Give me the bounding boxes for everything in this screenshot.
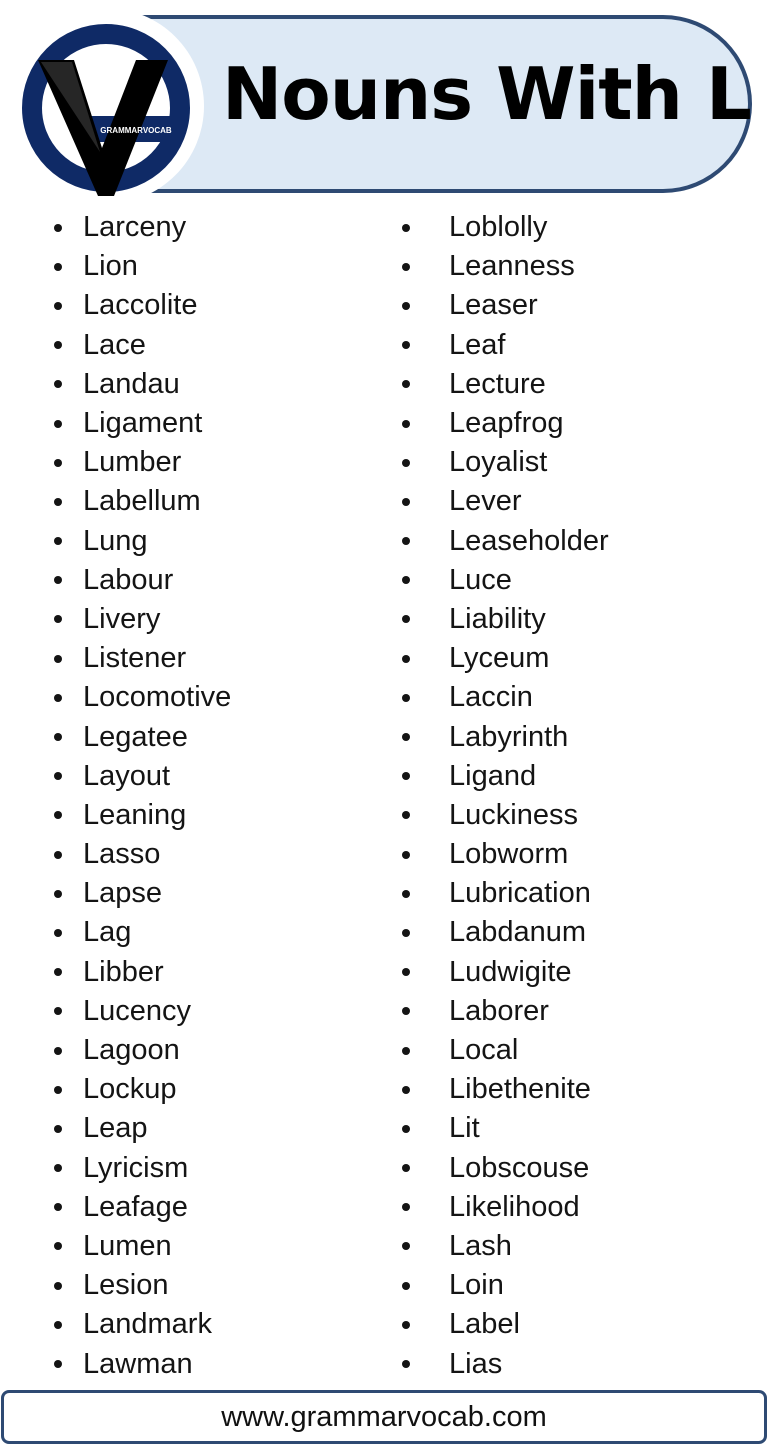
list-item (402, 913, 609, 952)
word-label: Leaning (83, 798, 187, 831)
word-list-right (402, 208, 609, 1384)
word-label: Ludwigite (449, 955, 572, 988)
word-label: Listener (83, 642, 187, 675)
bullet-icon (402, 380, 410, 388)
list-item (402, 678, 609, 717)
word-label: Locomotive (83, 681, 232, 714)
word-label: Lucency (83, 994, 192, 1027)
bullet-icon (402, 615, 410, 623)
bullet-icon (54, 1360, 62, 1368)
list-item (402, 1227, 609, 1266)
list-item (402, 208, 609, 247)
bullet-icon (402, 1203, 410, 1211)
word-label: Lace (83, 328, 146, 361)
word-label: Laccin (449, 681, 533, 714)
list-item (54, 874, 231, 913)
list-item (54, 796, 231, 835)
bullet-icon (402, 694, 410, 702)
list-item (54, 443, 231, 482)
word-label: Lash (449, 1229, 512, 1262)
list-item (54, 1266, 231, 1305)
word-label: Labyrinth (449, 720, 569, 753)
bullet-icon (402, 772, 410, 780)
word-label: Lobworm (449, 838, 569, 871)
bullet-icon (402, 1047, 410, 1055)
list-item (402, 522, 609, 561)
word-label: Lumen (83, 1229, 172, 1262)
bullet-icon (402, 459, 410, 467)
list-item (402, 1070, 609, 1109)
list-item (402, 717, 609, 756)
bullet-icon (54, 929, 62, 937)
list-item (54, 286, 231, 325)
bullet-icon (54, 890, 62, 898)
word-label: Landmark (83, 1308, 212, 1341)
word-label: Laborer (449, 994, 549, 1027)
bullet-icon (54, 1007, 62, 1015)
word-label: Likelihood (449, 1190, 580, 1223)
bullet-icon (402, 929, 410, 937)
bullet-icon (402, 1125, 410, 1133)
list-item (54, 561, 231, 600)
word-label: Lesion (83, 1269, 169, 1302)
bullet-icon (402, 1321, 410, 1329)
svg-text:GRAMMARVOCAB: GRAMMARVOCAB (100, 126, 172, 135)
bullet-icon (402, 811, 410, 819)
bullet-icon (54, 1203, 62, 1211)
list-item (402, 1188, 609, 1227)
list-item (54, 678, 231, 717)
list-item (54, 1344, 231, 1383)
word-label: Lung (83, 524, 148, 557)
bullet-icon (402, 302, 410, 310)
list-item (402, 1109, 609, 1148)
bullet-icon (54, 1086, 62, 1094)
bullet-icon (54, 1321, 62, 1329)
word-label: Lapse (83, 877, 163, 910)
bullet-icon (402, 420, 410, 428)
list-item (54, 757, 231, 796)
word-label: Leap (83, 1112, 148, 1145)
list-item (402, 835, 609, 874)
bullet-icon (402, 655, 410, 663)
list-item (54, 835, 231, 874)
list-item (54, 1188, 231, 1227)
word-label: Luce (449, 563, 512, 596)
bullet-icon (54, 615, 62, 623)
word-list-left (54, 208, 231, 1384)
bullet-icon (402, 1360, 410, 1368)
word-label: Libethenite (449, 1073, 591, 1106)
word-label: Lagoon (83, 1034, 180, 1067)
bullet-icon (402, 498, 410, 506)
word-label: Landau (83, 367, 180, 400)
list-item (402, 1031, 609, 1070)
bullet-icon (54, 851, 62, 859)
word-label: Lag (83, 916, 132, 949)
list-item (54, 992, 231, 1031)
list-item (402, 404, 609, 443)
list-item (402, 639, 609, 678)
list-item (54, 639, 231, 678)
word-label: Leapfrog (449, 407, 564, 440)
word-label: Local (449, 1034, 519, 1067)
word-label: Lyricism (83, 1151, 189, 1184)
word-label: Ligament (83, 407, 203, 440)
list-item (54, 1227, 231, 1266)
list-item (402, 286, 609, 325)
list-item (402, 1344, 609, 1383)
word-label: Layout (83, 759, 171, 792)
list-item (54, 404, 231, 443)
word-label: Leaf (449, 328, 506, 361)
bullet-icon (54, 968, 62, 976)
word-label: Livery (83, 602, 161, 635)
bullet-icon (402, 341, 410, 349)
bullet-icon (402, 1086, 410, 1094)
word-label: Leafage (83, 1190, 188, 1223)
bullet-icon (54, 1242, 62, 1250)
list-item (402, 561, 609, 600)
list-item (54, 953, 231, 992)
list-item (402, 992, 609, 1031)
bullet-icon (54, 1047, 62, 1055)
page-title: Nouns With L (222, 52, 751, 136)
word-label: Leanness (449, 250, 575, 283)
bullet-icon (54, 420, 62, 428)
word-label: Lion (83, 250, 138, 283)
word-label: Lias (449, 1347, 503, 1380)
list-item (402, 443, 609, 482)
list-item (402, 953, 609, 992)
bullet-icon (402, 576, 410, 584)
list-item (54, 482, 231, 521)
list-item (54, 717, 231, 756)
bullet-icon (402, 968, 410, 976)
list-item (402, 1266, 609, 1305)
list-item (402, 796, 609, 835)
list-item (402, 1305, 609, 1344)
word-label: Leaser (449, 289, 538, 322)
word-label: Leaseholder (449, 524, 609, 557)
bullet-icon (54, 733, 62, 741)
bullet-icon (402, 1282, 410, 1290)
bullet-icon (54, 1282, 62, 1290)
bullet-icon (402, 224, 410, 232)
bullet-icon (402, 263, 410, 271)
list-item (402, 482, 609, 521)
bullet-icon (402, 1164, 410, 1172)
list-item (402, 757, 609, 796)
word-label: Lumber (83, 446, 182, 479)
word-label: Lockup (83, 1073, 177, 1106)
bullet-icon (402, 733, 410, 741)
word-label: Lever (449, 485, 522, 518)
list-item (402, 247, 609, 286)
bullet-icon (54, 576, 62, 584)
list-item (54, 326, 231, 365)
word-label: Lyceum (449, 642, 550, 675)
word-label: Loin (449, 1269, 504, 1302)
list-item (54, 1031, 231, 1070)
word-label: Libber (83, 955, 164, 988)
list-item (54, 1149, 231, 1188)
bullet-icon (54, 459, 62, 467)
word-label: Luckiness (449, 798, 578, 831)
list-item (402, 600, 609, 639)
bullet-icon (54, 1164, 62, 1172)
list-item (54, 1070, 231, 1109)
bullet-icon (402, 537, 410, 545)
word-label: Laccolite (83, 289, 198, 322)
list-item (402, 1149, 609, 1188)
bullet-icon (54, 498, 62, 506)
word-label: Legatee (83, 720, 188, 753)
bullet-icon (402, 1007, 410, 1015)
list-item (54, 208, 231, 247)
bullet-icon (54, 1125, 62, 1133)
list-item (54, 522, 231, 561)
word-label: Ligand (449, 759, 537, 792)
word-label: Lasso (83, 838, 161, 871)
bullet-icon (402, 1242, 410, 1250)
bullet-icon (54, 772, 62, 780)
word-label: Lobscouse (449, 1151, 590, 1184)
bullet-icon (402, 851, 410, 859)
bullet-icon (54, 224, 62, 232)
word-label: Labdanum (449, 916, 587, 949)
list-item (54, 600, 231, 639)
word-label: Lecture (449, 367, 546, 400)
list-item (402, 874, 609, 913)
word-label: Labour (83, 563, 174, 596)
list-item (54, 913, 231, 952)
bullet-icon (54, 537, 62, 545)
list-item (402, 365, 609, 404)
word-label: Lit (449, 1112, 480, 1145)
list-item (54, 1109, 231, 1148)
word-label: Larceny (83, 211, 187, 244)
footer-url: www.grammarvocab.com (1, 1390, 767, 1444)
word-label: Label (449, 1308, 520, 1341)
list-item (54, 365, 231, 404)
bullet-icon (54, 263, 62, 271)
list-item (54, 247, 231, 286)
bullet-icon (54, 694, 62, 702)
word-label: Loyalist (449, 446, 548, 479)
list-item (402, 326, 609, 365)
list-item (54, 1305, 231, 1344)
bullet-icon (54, 655, 62, 663)
bullet-icon (54, 341, 62, 349)
word-label: Lubrication (449, 877, 591, 910)
word-label: Labellum (83, 485, 201, 518)
word-label: Loblolly (449, 211, 548, 244)
word-label: Lawman (83, 1347, 193, 1380)
bullet-icon (54, 380, 62, 388)
bullet-icon (402, 890, 410, 898)
word-label: Liability (449, 602, 546, 635)
grammarvocab-logo-icon (18, 20, 194, 196)
bullet-icon (54, 302, 62, 310)
bullet-icon (54, 811, 62, 819)
